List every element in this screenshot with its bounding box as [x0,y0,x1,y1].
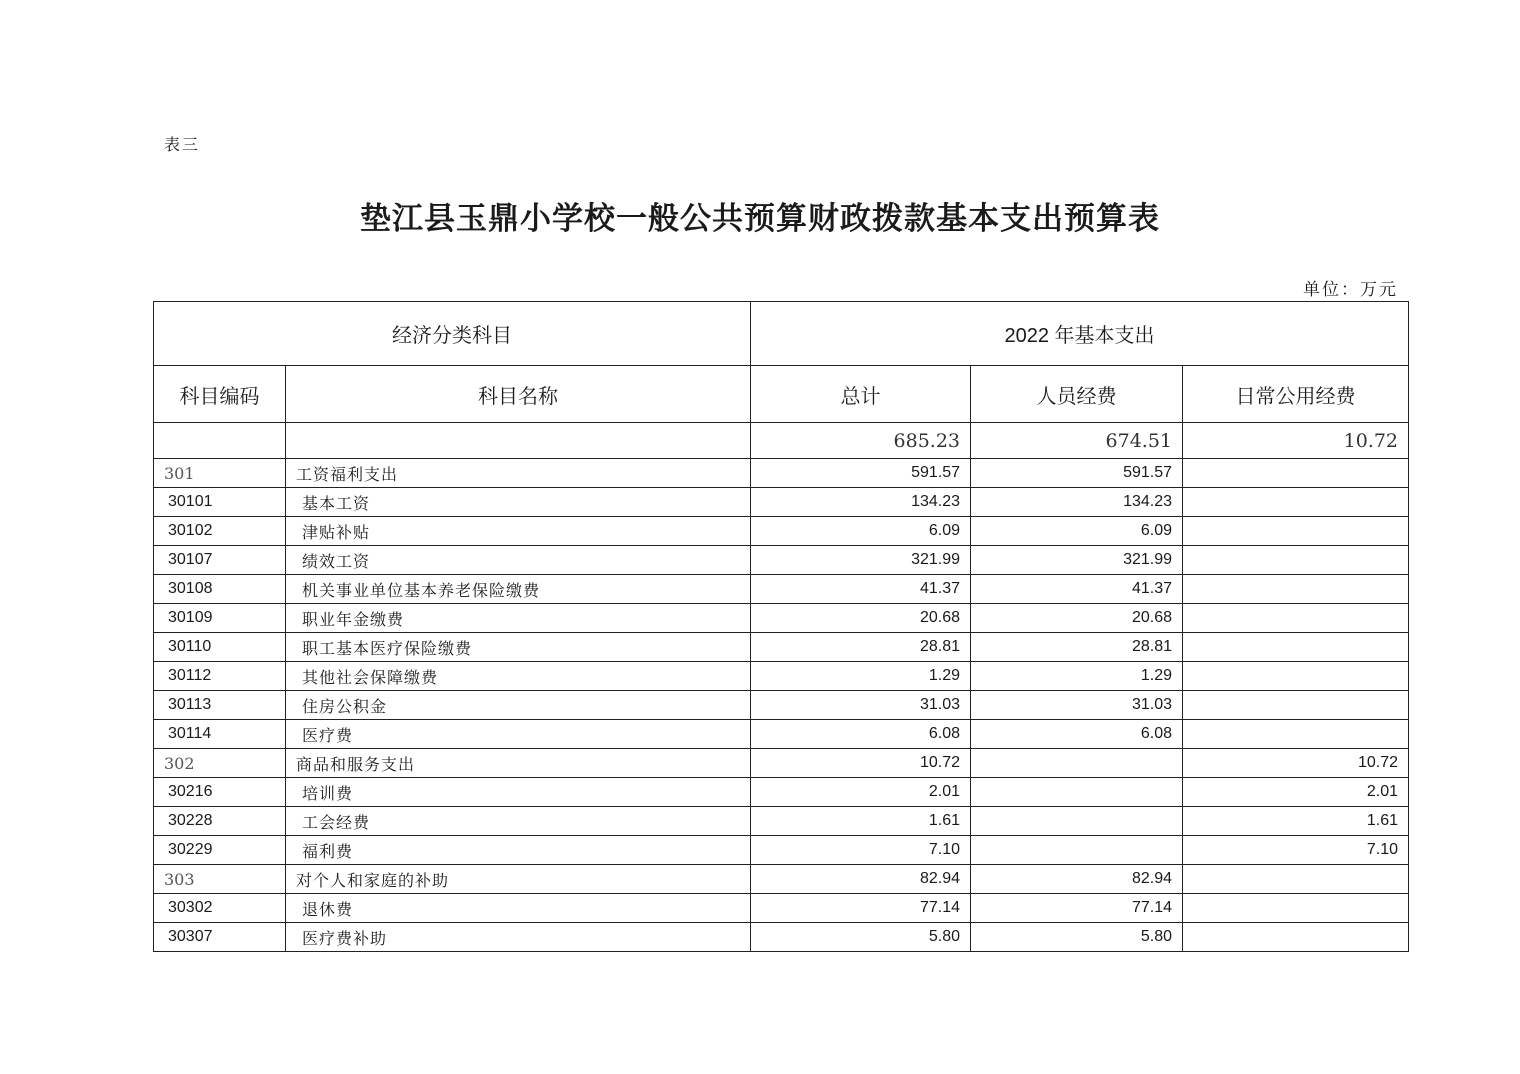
table-row [154,575,1409,604]
public-expense-cell [1183,691,1409,720]
subject-name-cell: 医疗费补助 [286,923,751,952]
header-subject-name: 科目名称 [286,366,751,423]
subject-code-cell: 30101 [154,488,286,517]
total-code-cell [154,423,286,459]
header-subject-code: 科目编码 [154,366,286,423]
table-row [154,662,1409,691]
personnel-expense-cell: 321.99 [971,546,1183,575]
subject-code-cell: 30102 [154,517,286,546]
table-row [154,633,1409,662]
subject-code-cell: 30112 [154,662,286,691]
header-personnel-expense: 人员经费 [971,366,1183,423]
subject-name-cell: 福利费 [286,836,751,865]
table-row [154,517,1409,546]
personnel-expense-cell [971,807,1183,836]
personnel-expense-cell: 77.14 [971,894,1183,923]
public-expense-cell [1183,894,1409,923]
subject-code-cell: 30113 [154,691,286,720]
subject-code-cell: 30302 [154,894,286,923]
public-expense-cell [1183,865,1409,894]
personnel-expense-cell: 6.08 [971,720,1183,749]
table-row [154,807,1409,836]
subject-name-cell: 培训费 [286,778,751,807]
subject-code-cell: 30114 [154,720,286,749]
unit-label: 单位：万元 [1303,280,1398,300]
table-row [154,923,1409,952]
subject-name-cell: 绩效工资 [286,546,751,575]
public-expense-cell [1183,720,1409,749]
table-row [154,836,1409,865]
personnel-expense-cell [971,778,1183,807]
total-cell: 1.29 [751,662,971,691]
total-row [154,423,1409,459]
public-expense-cell: 2.01 [1183,778,1409,807]
subject-name-cell: 住房公积金 [286,691,751,720]
total-cell: 82.94 [751,865,971,894]
subject-code-cell: 30307 [154,923,286,952]
personnel-expense-cell [971,749,1183,778]
total-cell: 2.01 [751,778,971,807]
subject-code-cell: 30216 [154,778,286,807]
personnel-expense-cell: 31.03 [971,691,1183,720]
personnel-expense-cell: 20.68 [971,604,1183,633]
total-cell: 41.37 [751,575,971,604]
subject-name-cell: 对个人和家庭的补助 [286,865,751,894]
subject-name-cell: 商品和服务支出 [286,749,751,778]
subject-code-cell: 301 [154,459,286,488]
total-cell: 6.09 [751,517,971,546]
table-row [154,691,1409,720]
public-expense-cell [1183,459,1409,488]
page-title: 垫江县玉鼎小学校一般公共预算财政拨款基本支出预算表 [360,201,1160,237]
table-row [154,488,1409,517]
header-public-expense: 日常公用经费 [1183,366,1409,423]
subject-name-cell: 工资福利支出 [286,459,751,488]
header-economic-category: 经济分类科目 [154,302,751,366]
public-expense-cell [1183,662,1409,691]
subject-name-cell: 基本工资 [286,488,751,517]
budget-table [153,301,1409,952]
total-cell: 10.72 [751,749,971,778]
public-expense-cell: 10.72 [1183,749,1409,778]
personnel-expense-cell: 6.09 [971,517,1183,546]
total-cell: 591.57 [751,459,971,488]
table-row [154,778,1409,807]
total-cell: 6.08 [751,720,971,749]
table-row [154,894,1409,923]
subject-code-cell: 30229 [154,836,286,865]
personnel-expense-cell: 41.37 [971,575,1183,604]
public-expense-cell: 7.10 [1183,836,1409,865]
total-cell: 5.80 [751,923,971,952]
subject-name-cell: 津贴补贴 [286,517,751,546]
subject-code-cell: 30107 [154,546,286,575]
public-expense-cell [1183,604,1409,633]
public-expense-cell [1183,488,1409,517]
public-expense-cell [1183,517,1409,546]
total-personnel-value: 674.51 [971,423,1183,459]
header-basic-expenditure: 2022 年基本支出 [751,302,1409,366]
total-cell: 321.99 [751,546,971,575]
table-row [154,604,1409,633]
public-expense-cell [1183,923,1409,952]
total-cell: 7.10 [751,836,971,865]
header-total: 总计 [751,366,971,423]
subject-code-cell: 30110 [154,633,286,662]
total-public-value: 10.72 [1183,423,1409,459]
table-row [154,865,1409,894]
personnel-expense-cell: 591.57 [971,459,1183,488]
subject-code-cell: 30228 [154,807,286,836]
total-value: 685.23 [751,423,971,459]
personnel-expense-cell: 5.80 [971,923,1183,952]
subject-code-cell: 302 [154,749,286,778]
subject-code-cell: 30108 [154,575,286,604]
personnel-expense-cell: 134.23 [971,488,1183,517]
subject-code-cell: 30109 [154,604,286,633]
table-row [154,720,1409,749]
subject-code-cell: 303 [154,865,286,894]
public-expense-cell: 1.61 [1183,807,1409,836]
total-cell: 31.03 [751,691,971,720]
total-cell: 77.14 [751,894,971,923]
table-row [154,546,1409,575]
personnel-expense-cell: 1.29 [971,662,1183,691]
public-expense-cell [1183,575,1409,604]
total-cell: 1.61 [751,807,971,836]
subject-name-cell: 其他社会保障缴费 [286,662,751,691]
table-row [154,459,1409,488]
total-cell: 28.81 [751,633,971,662]
public-expense-cell [1183,546,1409,575]
subject-name-cell: 工会经费 [286,807,751,836]
personnel-expense-cell: 82.94 [971,865,1183,894]
subject-name-cell: 机关事业单位基本养老保险缴费 [286,575,751,604]
subject-name-cell: 医疗费 [286,720,751,749]
subject-name-cell: 职业年金缴费 [286,604,751,633]
total-cell: 134.23 [751,488,971,517]
total-cell: 20.68 [751,604,971,633]
personnel-expense-cell [971,836,1183,865]
subject-name-cell: 职工基本医疗保险缴费 [286,633,751,662]
table-row [154,749,1409,778]
personnel-expense-cell: 28.81 [971,633,1183,662]
total-name-cell [286,423,751,459]
table-label: 表三 [164,135,201,154]
public-expense-cell [1183,633,1409,662]
subject-name-cell: 退休费 [286,894,751,923]
